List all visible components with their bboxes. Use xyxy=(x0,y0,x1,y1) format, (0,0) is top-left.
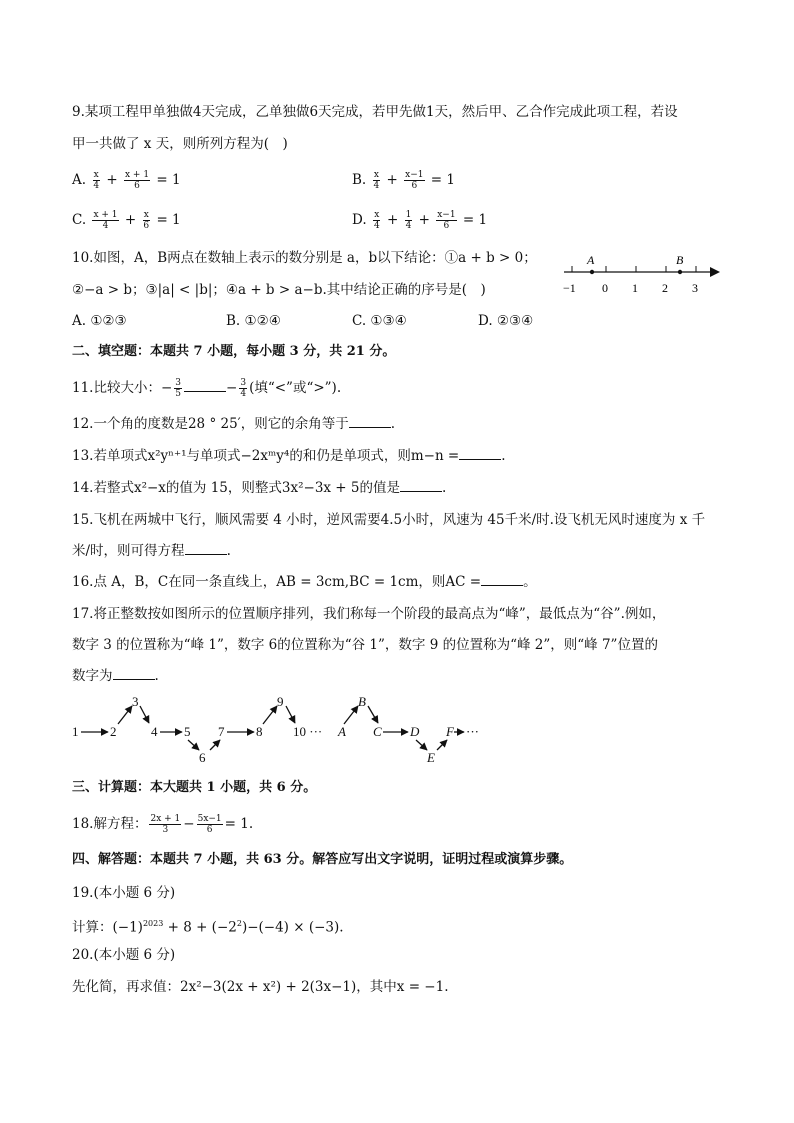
q19-expression: 计算：$(-1)^{2023} + 8 + (-2^2)-(-4) \times (-3)$. xyxy=(72,919,344,936)
q18: 18.解方程： $\frac{2x + 1}{3}$ − $\frac{5x-1}{6}$ = 1. xyxy=(72,814,254,835)
q9-stem-line2: 甲一共做了 x 天，则所列方程为( ) xyxy=(72,136,288,152)
answer-blank[interactable] xyxy=(481,573,523,586)
seq-arrow xyxy=(188,740,199,750)
point-a-label: A xyxy=(587,253,595,267)
q15-line1: 15.飞机在两城中飞行，顺风需要 4 小时，逆风需要4.5小时，风速为 45千米/时.设飞机无风时速度为 x 千 xyxy=(72,512,706,528)
seq-arrow xyxy=(263,706,277,724)
q10-option-c: C. ①③④ xyxy=(352,313,407,329)
q16: 16.点 A，B，C在同一条直线上，AB = 3cm,BC = 1cm，则AC = 。 xyxy=(72,574,537,590)
seq-label: 7 xyxy=(218,724,225,739)
seq-label: 1 xyxy=(72,724,79,739)
q17-line2: 数字 3 的位置称为“峰 1”，数字 6的位置称为“谷 1”，数字 9 的位置称为“峰 2”，则“峰 7”位置的 xyxy=(72,637,658,653)
seq-arrow xyxy=(210,740,220,750)
q12: 12.一个角的度数是28 ° 25′，则它的余角等于 . xyxy=(72,416,396,432)
seq-arrow xyxy=(416,740,427,750)
seq-arrow xyxy=(286,706,295,723)
seq-label: C xyxy=(373,724,382,739)
q9-option-b: B. $\frac{x}{4}$ + $\frac{x-1}{6}$ = 1 xyxy=(352,170,455,191)
q17-line1: 17.将正整数按如图所示的位置顺序排列，我们称每一个阶段的最高点为“峰”，最低点为“谷”.例如， xyxy=(72,606,666,622)
q10-option-a: A. ①②③ xyxy=(72,313,127,329)
seq-label: D xyxy=(410,724,420,739)
q10-option-b: B. ①②④ xyxy=(226,313,281,329)
seq-label: 6 xyxy=(199,750,206,765)
seq-arrow xyxy=(344,706,358,724)
point-b-label: B xyxy=(676,253,684,267)
seq-label: A xyxy=(338,724,346,739)
section-3-heading: 三、计算题：本大题共 1 小题，共 6 分。 xyxy=(72,780,317,795)
seq-label: 4 xyxy=(151,724,158,739)
seq-label: 5 xyxy=(184,724,191,739)
seq-arrow xyxy=(118,706,132,724)
seq-label: 9 xyxy=(277,694,284,709)
answer-blank[interactable] xyxy=(400,479,442,492)
tick-label: −1 xyxy=(563,281,576,295)
q20-expression: 先化简，再求值：2x²−3(2x + x²) + 2(3x−1)，其中x = −1. xyxy=(72,979,449,995)
seq-label: F xyxy=(446,724,454,739)
q20-title: 20.(本小题 6 分) xyxy=(72,947,176,963)
q9-stem-line1: 9.某项工程甲单独做4天完成，乙单独做6天完成，若甲先做1天，然后甲、乙合作完成此项工程，若设 xyxy=(72,104,678,120)
answer-blank[interactable] xyxy=(184,379,226,392)
tick-label: 0 xyxy=(602,281,608,295)
q15-line2: 米/时，则可得方程 . xyxy=(72,543,231,559)
answer-blank[interactable] xyxy=(113,667,155,680)
section-4-heading: 四、解答题：本题共 7 小题，共 63 分。解答应写出文字说明，证明过程或演算步骤。 xyxy=(72,852,573,867)
number-line-arrowhead xyxy=(710,267,720,277)
q11: 11.比较大小：− $\frac{3}{5}$ − $\frac{3}{4}$ (填“<”或“>”). xyxy=(72,378,342,399)
point-a-dot xyxy=(590,270,594,274)
answer-blank[interactable] xyxy=(185,542,227,555)
q10-stem-line2: ②−a > b；③|a| < |b|；④a + b > a−b.其中结论正确的序号是( ) xyxy=(72,282,486,298)
answer-blank[interactable] xyxy=(459,447,501,460)
answer-blank[interactable] xyxy=(349,415,391,428)
seq-label: B xyxy=(358,694,366,709)
q10-option-d: D. ②③④ xyxy=(478,313,534,329)
seq-label: E xyxy=(427,750,435,765)
seq-label: ··· xyxy=(466,724,479,739)
seq-label: 2 xyxy=(110,724,117,739)
number-line-figure xyxy=(556,248,726,300)
seq-label: 10 ··· xyxy=(293,724,323,739)
q13: 13.若单项式x²yⁿ⁺¹与单项式−2xᵐy⁴的和仍是单项式，则m−n = . xyxy=(72,448,506,464)
tick-label: 3 xyxy=(692,281,698,295)
q14: 14.若整式x²−x的值为 15，则整式3x²−3x + 5的值是 . xyxy=(72,480,447,496)
point-b-dot xyxy=(678,270,682,274)
tick-label: 2 xyxy=(662,281,668,295)
section-2-heading: 二、填空题：本题共 7 小题，每小题 3 分，共 21 分。 xyxy=(72,344,396,359)
q9-option-a: A. $\frac{x}{4}$ + $\frac{x + 1}{6}$ = 1 xyxy=(72,170,181,191)
seq-arrow xyxy=(140,706,149,723)
seq-arrow xyxy=(368,706,378,723)
seq-label: 3 xyxy=(132,694,139,709)
q9-option-d: D. $\frac{x}{4}$ + $\frac{1}{4}$ + $\frac{x-1}{6}$ = 1 xyxy=(352,210,488,231)
peak-valley-figure xyxy=(68,692,508,768)
seq-label: 8 xyxy=(256,724,263,739)
tick-label: 1 xyxy=(632,281,638,295)
q17-line3: 数字为 . xyxy=(72,668,159,684)
q10-stem-line1: 10.如图，A，B两点在数轴上表示的数分别是 a，b以下结论：①a + b > 0； xyxy=(72,250,537,266)
q19-title: 19.(本小题 6 分) xyxy=(72,885,176,901)
q9-option-c: C. $\frac{x + 1}{4}$ + $\frac{x}{6}$ = 1 xyxy=(72,210,181,231)
seq-arrow xyxy=(437,740,447,750)
